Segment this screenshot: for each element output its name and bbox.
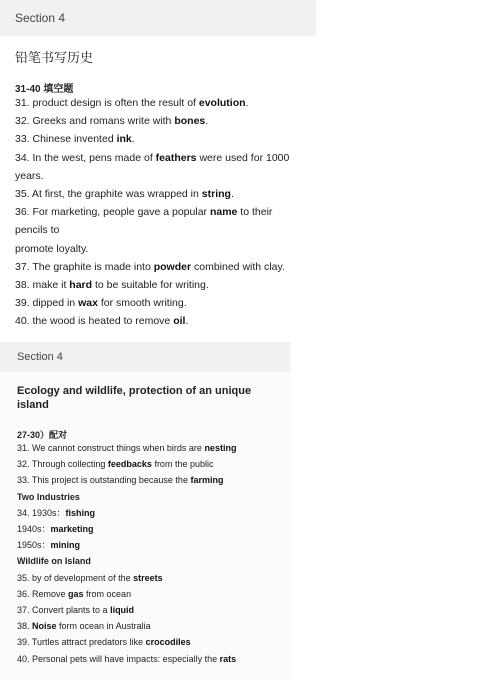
answer-keyword: powder [153,260,192,273]
answer-keyword: bones [174,115,206,128]
list-item [17,634,275,650]
item-text: 40. Personal pets will have impacts: especially the [17,653,220,664]
item-text: 36. Remove [17,588,69,599]
item-text: for smooth writing. [97,297,187,310]
item-text: 39. Turtles attract predators like [17,637,146,648]
answer-list [0,94,316,331]
list-item [15,94,301,112]
answer-keyword: nesting [204,443,237,453]
section-b-panel [0,342,292,680]
list-item [17,521,275,537]
answer-keyword: wax [78,297,98,310]
item-text: 31. product design is often the result of [15,97,199,109]
list-item [17,456,275,472]
list-item [17,440,275,456]
section-label: Section 4 [0,0,316,36]
answer-keyword: crocodiles [145,637,191,648]
list-item [17,570,275,586]
item-text: 38. [17,621,33,632]
item-text: 35. At first, the graphite was wrapped in [15,188,202,201]
item-text: to their [237,206,273,219]
answer-keyword: mining [50,540,81,551]
list-item [15,276,301,294]
item-text: 32. Greeks and romans write with [15,115,175,128]
answer-keyword: Noise [32,621,57,632]
list-item [17,651,275,667]
question-range-heading: 27-30）配对 [17,430,68,440]
list-item [15,258,301,276]
item-text: 34. In the west, pens made of [15,151,156,164]
list-item [17,618,275,634]
item-text: . [131,133,135,146]
item-text: 31. We cannot construct things when birds are [17,443,205,453]
item-text: 37. Convert plants to a [17,605,111,616]
list-item [15,185,301,203]
answer-keyword: fishing [65,507,96,518]
list-item [17,537,275,553]
answer-keyword: liquid [110,605,135,616]
item-text: Two Industries [17,491,80,502]
subheading [17,553,275,569]
list-item [17,505,275,521]
item-text: from ocean [83,588,132,599]
answer-keyword: hard [69,279,93,292]
item-text: 38. make it [15,279,70,292]
list-item [15,240,301,258]
item-text: 33. This project is outstanding because the [17,475,191,486]
item-text: Wildlife on Island [17,556,91,567]
item-text: promote loyalty. [15,242,89,255]
item-text: 34. 1930s： [17,507,66,518]
item-text: combined with clay. [191,260,285,273]
item-text: 32. Through collecting [17,459,108,470]
item-text: pencils to [15,224,60,237]
item-text: 36. For marketing, people gave a popular [15,206,210,219]
item-text: . [205,115,209,128]
list-item [17,586,275,602]
list-item [15,130,301,148]
section-a-panel [0,0,316,342]
item-text: 37. The graphite is made into [15,260,154,273]
list-item [15,294,301,312]
item-text: 1940s： [17,524,51,535]
list-item [17,472,275,488]
answer-keyword: farming [190,475,224,486]
answer-keyword: feathers [155,151,197,164]
section-title: 铅笔书写历史 [15,50,94,65]
answer-keyword: ink [116,133,132,146]
answer-keyword: marketing [50,524,94,535]
item-text: . [245,97,249,109]
item-text: 35. by of development of the [17,572,134,583]
section-title: Ecology and wildlife, protection of an unique island [17,385,252,411]
item-text: 1950s： [17,540,51,551]
answer-list [0,440,292,667]
list-item [15,312,301,330]
answer-keyword: name [209,206,238,219]
item-text: 40. the wood is heated to remove [15,315,174,328]
list-item [15,167,301,185]
item-text: . [230,188,234,201]
list-item [15,203,301,221]
item-text: years. [15,169,44,182]
list-item [15,112,301,130]
item-text: 33. Chinese invented [15,133,117,146]
list-item [15,149,301,167]
item-text: from the public [151,459,214,470]
subheading [17,489,275,505]
answer-keyword: streets [133,572,163,583]
item-text: were used for 1000 [196,151,290,164]
answer-keyword: rats [219,653,237,664]
answer-keyword: gas [68,588,84,599]
answer-keyword: string [201,188,231,201]
item-text: form ocean in Australia [56,621,151,632]
answer-keyword: oil [173,315,186,328]
list-item [15,221,301,239]
list-item [17,602,275,618]
item-text: 39. dipped in [15,297,79,310]
answer-keyword: evolution [198,97,246,109]
section-label: Section 4 [0,342,290,372]
item-text: to be suitable for writing. [92,279,209,292]
item-text: . [185,315,189,328]
answer-keyword: feedbacks [107,459,152,470]
question-range-heading: 31-40 填空题 [15,84,74,95]
